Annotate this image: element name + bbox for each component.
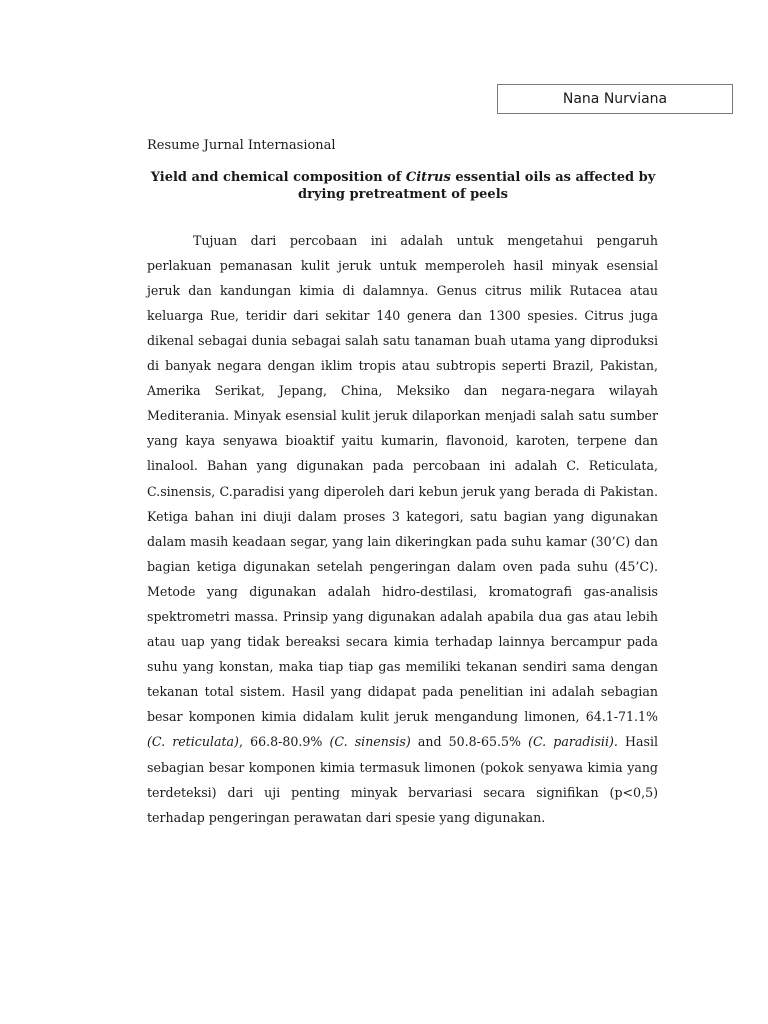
- article-title: [147, 169, 659, 203]
- species-sinensis: (C. sinensis): [329, 734, 411, 750]
- author-name-box: [497, 84, 733, 114]
- author-name: Nana Nurviana: [562, 91, 668, 107]
- title-italic: Citrus: [405, 170, 451, 185]
- paragraph-text-2: , 66.8-80.9%: [238, 734, 330, 750]
- title-part-2: essential oils as affected by drying pretreatment of peels: [298, 170, 656, 202]
- paragraph-text-3: and 50.8-65.5%: [410, 734, 529, 750]
- species-reticulata: (C. reticulata): [147, 734, 239, 750]
- species-paradisii: (C. paradisii).: [528, 734, 618, 750]
- paragraph-text-1: Tujuan dari percobaan ini adalah untuk mengetahui pengaruh perlakuan pemanasan kulit jeruk untuk memperoleh hasil minyak esensial jeruk dan kandungan kimia di dalamnya. Genus citrus milik Rutacea atau keluarga Rue, teridir dari sekitar 140 genera dan 1300 spesies. Citrus juga dikenal sebagai dunia sebagai salah satu tanaman buah utama yang diproduksi di banyak negara dengan iklim tropis atau subtropis seperti Brazil, Pakistan, Amerika Serikat, Jepang, China, Meksiko dan negara-negara wilayah Mediterania. Minyak esensial kulit jeruk dilaporkan menjadi salah satu sumber yang kaya senyawa bioaktif yaitu kumarin, flavonoid, karoten, terpene dan linalool. Bahan yang digunakan pada percobaan ini adalah C. Reticulata, C.sinensis, C.paradisi yang diperoleh dari kebun jeruk yang berada di Pakistan. Ketiga bahan ini diuji dalam proses 3 kategori, satu bagian yang digunakan dalam masih keadaan segar, yang lain dikeringkan pada suhu kamar (30’C) dan bagian ketiga digunakan setelah pengeringan dalam oven pada suhu (45’C). Metode yang digunakan adalah hidro-destilasi, kromatografi gas-analisis spektrometri massa. Prinsip yang digunakan adalah apabila dua gas atau lebih atau uap yang tidak bereaksi secara kimia terhadap lainnya bercampur pada suhu yang konstan, maka tiap tiap gas memiliki tekanan sendiri sama dengan tekanan total sistem. Hasil yang didapat pada penelitian ini adalah sebagian besar komponen kimia didalam kulit jeruk mengandung limonen, 64.1-71.1%: [147, 232, 658, 725]
- paragraph-text-4: Hasil sebagian besar komponen kimia termasuk limonen (pokok senyawa kimia yang terdeteksi) dari uji penting minyak bervariasi secara signifikan (p<0,5) terhadap pengeringan perawatan dari spesie yang digunakan.: [147, 734, 659, 825]
- summary-paragraph: [147, 228, 658, 830]
- title-part-1: Yield and chemical composition of: [150, 170, 406, 185]
- document-heading: Resume Jurnal Internasional: [147, 138, 336, 153]
